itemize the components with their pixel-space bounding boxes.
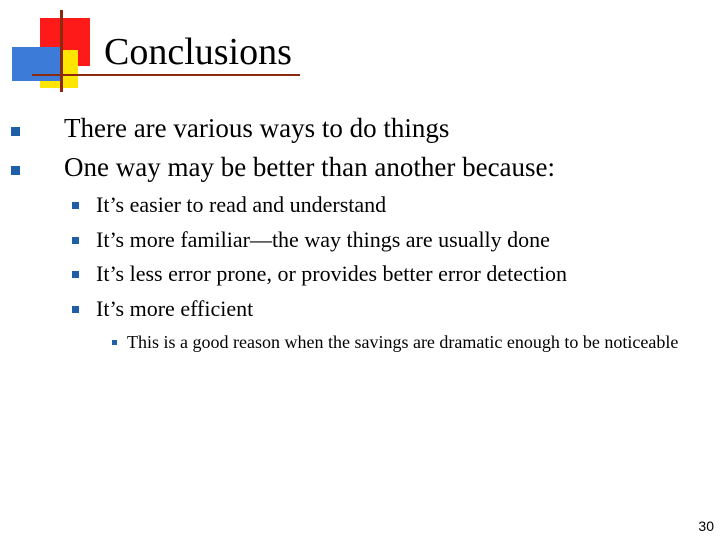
slide-title: Conclusions bbox=[104, 31, 292, 73]
bullet-item: One way may be better than another because: bbox=[64, 152, 556, 182]
sub-bullet-square-icon bbox=[72, 306, 79, 313]
sub-bullet-item: It’s more familiar—the way things are usually done bbox=[96, 227, 550, 252]
title-ornament bbox=[0, 0, 120, 100]
bullet-item: There are various ways to do things bbox=[64, 113, 450, 143]
sub-sub-bullet-square-icon bbox=[112, 340, 117, 345]
sub-bullet-square-icon bbox=[72, 202, 79, 209]
sub-sub-bullet-item: This is a good reason when the savings are dramatic enough to be noticeable bbox=[127, 332, 679, 352]
sub-bullet-item: It’s more efficient bbox=[96, 296, 254, 321]
bullet-square-icon bbox=[11, 166, 20, 175]
sub-bullet-square-icon bbox=[72, 271, 79, 278]
bullet-square-icon bbox=[11, 127, 20, 136]
sub-bullet-square-icon bbox=[72, 237, 79, 244]
sub-bullet-item: It’s easier to read and understand bbox=[96, 192, 387, 217]
sub-bullet-item: It’s less error prone, or provides better error detection bbox=[96, 261, 567, 286]
page-number: 30 bbox=[698, 518, 714, 534]
title-underline bbox=[32, 74, 300, 76]
ornament-vertical-line bbox=[60, 10, 63, 92]
